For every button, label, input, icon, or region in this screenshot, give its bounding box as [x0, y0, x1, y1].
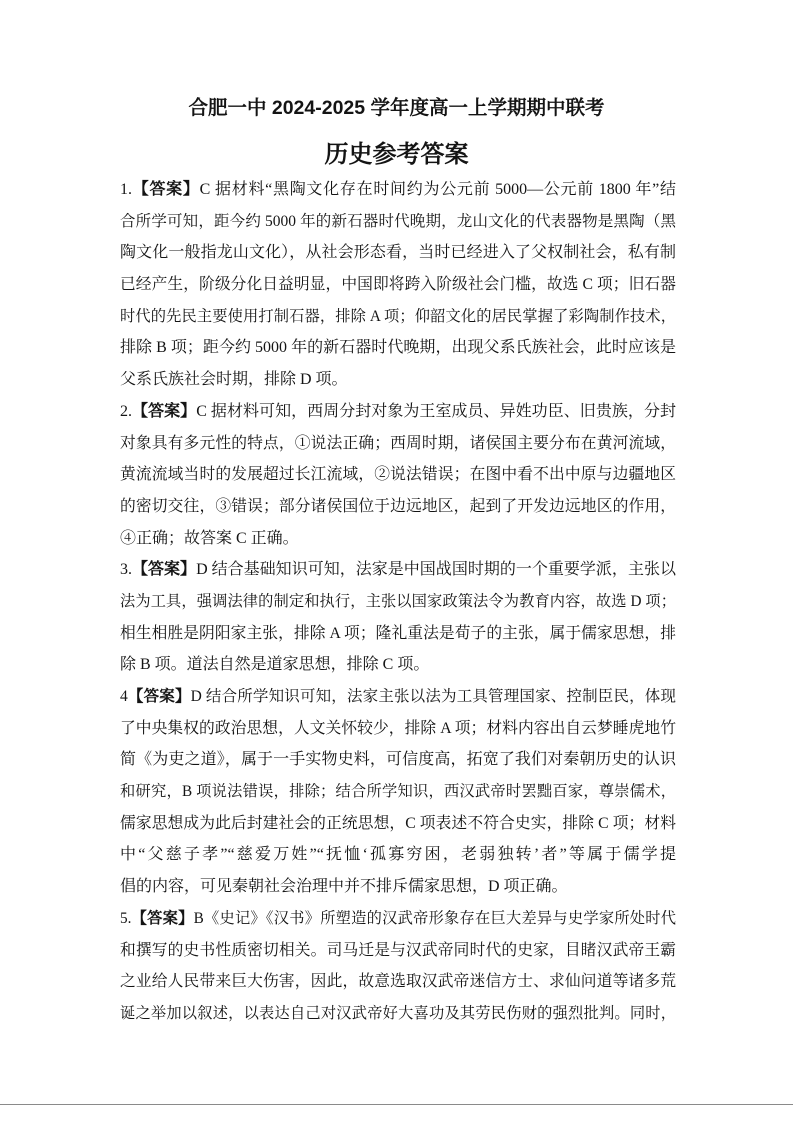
- answer-explanation: 结合所学知识可知，法家主张以法为工具管理国家、控制臣民，体现: [201, 688, 676, 705]
- answer-3-line-3: 相生相胜是阴阳家主张，排除 A 项；隆礼重法是荀子的主张，属于儒家思想，排: [120, 624, 676, 642]
- answer-tag: 【答案】: [127, 688, 191, 705]
- answer-choice: D: [196, 561, 208, 579]
- answer-5-line-3: 之业给人民带来巨大伤害，因此，故意选取汉武帝迷信方士、求仙问道等诸多荒: [120, 973, 676, 991]
- answer-3: [120, 554, 676, 681]
- answer-4: [120, 681, 676, 903]
- page-bottom-rule: [0, 1104, 793, 1105]
- answer-choice: B: [193, 909, 204, 927]
- answer-1-line-5: 时代的先民主要使用打制石器，排除 A 项；仰韶文化的居民掌握了彩陶制作技术，: [120, 307, 676, 325]
- answer-number: 2.: [120, 402, 132, 420]
- answer-4-line-3: 简《为吏之道》，属于一手实物史料，可信度高，拓宽了我们对秦朝历史的认识: [120, 751, 676, 769]
- answer-explanation: 据材料可知，西周分封对象为王室成员、异姓功臣、旧贵族，分封: [206, 402, 676, 420]
- answer-2-line-1: [120, 396, 676, 428]
- answer-1-line-2: 合所学可知，距今约 5000 年的新石器时代晚期，龙山文化的代表器物是黑陶（黑: [120, 212, 676, 230]
- answer-choice: C: [196, 402, 207, 420]
- answer-choice: D: [190, 688, 202, 705]
- answer-1-line-4: 已经产生，阶级分化日益明显，中国即将跨入阶级社会门槛，故选 C 项；旧石器: [120, 276, 676, 294]
- answer-number: 5.: [120, 909, 132, 927]
- answer-4-line-6: 中“父慈子孝”“慈爱万姓”“抚恤‘孤寡穷困，老弱独转’者”等属于儒学提: [120, 846, 676, 864]
- answer-5-line-4: 诞之举加以叙述，以表达自己对汉武帝好大喜功及其劳民伤财的强烈批判。同时，: [120, 1004, 676, 1022]
- answer-tag: 【答案】: [132, 561, 197, 579]
- answer-3-line-1: [120, 554, 676, 586]
- answer-explanation: 《史记》《汉书》所塑造的汉武帝形象存在巨大差异与史学家所处时代: [203, 909, 677, 927]
- answer-2-line-5: ④正确；故答案 C 正确。: [120, 529, 299, 547]
- answer-1-line-7: 父系氏族社会时期，排除 D 项。: [120, 371, 348, 389]
- answer-choice: C: [199, 181, 211, 198]
- answer-4-line-4: 和研究，B 项说法错误，排除；结合所学知识，西汉武帝时罢黜百家，尊崇儒术，: [120, 783, 676, 801]
- answer-number: 4: [120, 688, 128, 705]
- answer-5-line-2: 和撰写的史书性质密切相关。司马迁是与汉武帝同时代的史家，目睹汉武帝王霸: [120, 941, 676, 959]
- answer-4-line-5: 儒家思想成为此后封建社会的正统思想，C 项表述不符合史实，排除 C 项；材料: [120, 814, 676, 832]
- answer-1-line-3: 陶文化一般指龙山文化），从社会形态看，当时已经进入了父权制社会，私有制: [120, 244, 676, 262]
- answer-explanation: 结合基础知识可知，法家是中国战国时期的一个重要学派，主张以: [207, 561, 676, 579]
- answer-2-line-4: 的密切交往，③错误；部分诸侯国位于边远地区，起到了开发边远地区的作用，: [120, 497, 676, 515]
- answer-3-line-2: 法为工具，强调法律的制定和执行，主张以国家政策法令为教育内容，故选 D 项；: [120, 592, 676, 610]
- document-subtitle: 历史参考答案: [324, 141, 469, 168]
- answer-2: [120, 396, 676, 554]
- answer-list: [120, 174, 676, 1030]
- answer-tag: 【答案】: [132, 181, 200, 198]
- answer-5: [120, 903, 676, 1030]
- answer-number: 3.: [120, 561, 132, 579]
- answer-4-line-1: [120, 681, 676, 713]
- answer-2-line-2: 对象具有多元性的特点，①说法正确；西周时期，诸侯国主要分布在黄河流域，: [120, 434, 676, 452]
- document-title: 合肥一中 2024-2025 学年度高一上学期期中联考: [188, 97, 605, 119]
- answer-2-line-3: 黄流流域当时的发展超过长江流域，②说法错误；在图中看不出中原与边疆地区: [120, 466, 676, 484]
- answer-5-line-1: [120, 903, 676, 935]
- answer-tag: 【答案】: [131, 909, 194, 927]
- answer-4-line-7: 倡的内容，可见秦朝社会治理中并不排斥儒家思想，D 项正确。: [120, 878, 568, 896]
- answer-tag: 【答案】: [132, 402, 197, 420]
- answer-3-line-4: 除 B 项。道法自然是道家思想，排除 C 项。: [120, 656, 430, 674]
- answer-1: [120, 174, 676, 396]
- answer-1-line-1: [120, 174, 676, 206]
- answer-4-line-2: 了中央集权的政治思想，人文关怀较少，排除 A 项；材料内容出自云梦睡虎地竹: [120, 719, 676, 737]
- answer-number: 1.: [120, 181, 132, 198]
- answer-1-line-6: 排除 B 项；距今约 5000 年的新石器时代晚期，出现父系氏族社会，此时应该是: [120, 339, 676, 357]
- answer-explanation: 据材料“黑陶文化存在时间约为公元前 5000—公元前 1800 年”结: [210, 181, 676, 198]
